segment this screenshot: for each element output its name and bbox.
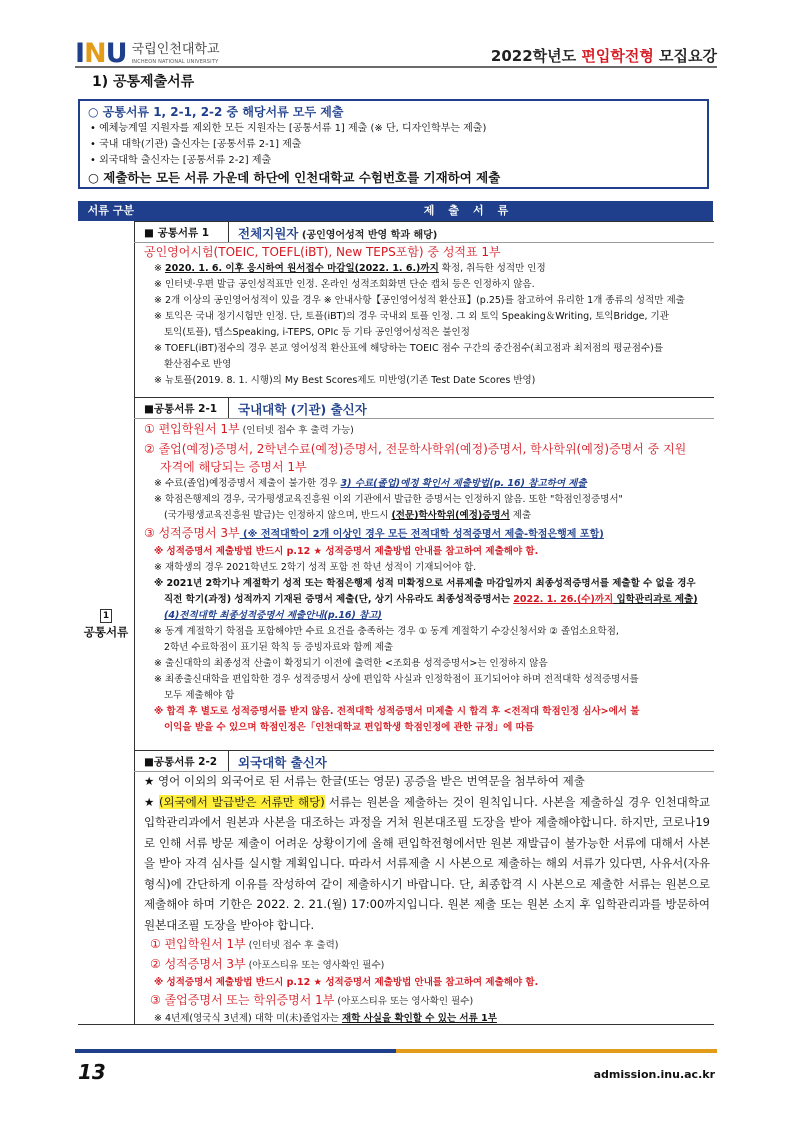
note-item: ※ 토익은 국내 정기시험만 인정. 단, 토플(iBT)의 경우 국내외 토플 인정. 그 외 토익 Speaking＆Writing, 토익Bridge, 기관: [154, 311, 669, 322]
note-item: ※ 출신대학의 최종성적 산출이 확정되기 이전에 출력한 <조회용 성적증명서>는 인정하지 않음: [154, 658, 548, 669]
doc-item: ① 편입학원서 1부 (인터넷 접수 후 출력 가능): [144, 422, 354, 436]
note-item: ※ 뉴토플(2019. 8. 1. 시행)의 My Best Scores제도 미반영(기존 Test Date Scores 반영): [154, 375, 536, 386]
header-divider: [75, 66, 717, 68]
doc-item-continuation: 자격에 해당되는 증명서 1부: [160, 460, 307, 474]
doc-item: ② 졸업(예정)증명서, 2학년수료(예정)증명서, 전문학사학위(예정)증명서, 학사학위(예정)증명서 중 지원: [144, 442, 687, 456]
common-2-2-content: [144, 771, 710, 1027]
sub-tag: ■공통서류 2-2: [144, 756, 218, 768]
note-item: ※ TOEFL(iBT)점수의 경우 본교 영어성적 환산표에 해당하는 TOEIC 점수 구간의 중간점수(최고점과 최저점의 평균점수)를: [154, 343, 664, 354]
star-note: ★ 영어 이외의 외국어로 된 서류는 한글(또는 영문) 공증을 받은 번역문을 첨부하여 제출: [144, 774, 585, 788]
page-number: 13: [78, 1060, 106, 1084]
common-2-1-content: [144, 420, 710, 736]
sub-tag: ■ 공통서류 1: [144, 227, 210, 239]
sub-tag: ■공통서류 2-1: [144, 403, 218, 415]
item-heading: 공인영어시험(TOEIC, TOEFL(iBT), New TEPS포함) 중 성적표 1부: [144, 245, 501, 259]
subheader-common-2-2: [134, 750, 714, 772]
footer-url[interactable]: admission.inu.ac.kr: [593, 1068, 715, 1081]
footer-bar: [75, 1049, 717, 1053]
note-item: ※ 학점은행제의 경우, 국가평생교육진흥원 이외 기관에서 발급한 증명서는 인정하지 않음. 또한 "학점인정증명서": [154, 494, 623, 505]
doc-item: ① 편입학원서 1부 (인터넷 접수 후 출력): [150, 937, 339, 951]
note-item: ※ 동계 계절학기 학점을 포함해야만 수료 요건을 충족하는 경우 ① 동계 계절학기 수강신청서와 ② 졸업소요학점,: [154, 626, 619, 637]
originals-paragraph: ★ (외국에서 발급받은 서류만 해당) 서류는 원본을 제출하는 것이 원칙입니다. 사본을 제출하실 경우 인천대학교 입학관리과에서 원본과 사본을 대조하는 과정을 거쳐 원본대조필 도장을 받아 제출해야합니다. 하지만, 코로나19로 인해 서류 방문 제출이 어려운 상황이기에 올해 편입학전형에서만 원본 재발급이 불가능한 서류에 대해서 사본을 받아 자격 심사를 실시할 계획입니다. 따라서 서류제출 시 사본으로 제출하는 해외 서류가 있다면, 사유서(자유형식)에 간단하게 이유를 작성하여 같이 제출하시기 바랍니다. 단, 최종합격 시 사본으로 제출한 서류는 원본으로 제출해야 하며 기한은 2022. 2. 21.(월) 17:00까지입니다. 원본 제출 또는 원본 소지 후 입학관리과를 방문하여 원본대조필 도장을 받아야 합니다.: [144, 794, 711, 932]
subheader-common-1: [134, 221, 714, 243]
note-item: ※ 인터넷·우편 발급 공인성적표만 인정. 온라인 성적조회화면 단순 캡처 등은 인정하지 않음.: [154, 279, 535, 290]
row-name: 공통서류: [83, 625, 129, 639]
section-title: 1) 공통제출서류: [92, 74, 195, 90]
row-number: 1: [100, 609, 112, 623]
red-note: ※ 성적증명서 제출방법 반드시 p.12 ★ 성적증명서 제출방법 안내를 참고하여 제출해야 함.: [154, 977, 539, 988]
table-bottom-border: [78, 1024, 714, 1025]
note-item: ※ 4년제(영국식 3년제) 대학 미(未)졸업자는 재학 사실을 확인할 수 있는 서류 1부: [154, 1013, 497, 1024]
logo-english-name: INCHEON NATIONAL UNIVERSITY: [131, 59, 219, 65]
doc-item: ② 성적증명서 3부 (아포스티유 또는 영사확인 필수): [150, 957, 385, 971]
note-continuation: 2학년 수료학점이 표기된 학칙 등 증빙자료와 함께 제출: [164, 642, 394, 653]
subheader-common-2-1: [134, 397, 714, 419]
red-note: ※ 성적증명서 제출방법 반드시 p.12 ★ 성적증명서 제출방법 안내를 참고하여 제출해야 함.: [154, 546, 539, 557]
table-header: [78, 201, 713, 221]
note-continuation: (국가평생교육진흥원 발급)는 인정하지 않으며, 반드시 (전문)학사학위(예정)증명서 제출: [164, 510, 532, 521]
note-continuation: 토익(토플), 텝스Speaking, i-TEPS, OPIc 등 기타 공인영어성적은 불인정: [164, 327, 470, 338]
red-note: ※ 합격 후 별도로 성적증명서를 받지 않음. 전적대학 성적증명서 미제출 시 합격 후 <전적대 학점인정 심사>에서 불: [154, 706, 640, 717]
note-item: ※ 재학생의 경우 2021학년도 2학기 성적 포함 전 학년 성적이 기재되어야 함.: [154, 562, 477, 573]
doc-item: ③ 성적증명서 3부 (※ 전적대학이 2개 이상인 경우 모든 전적대학 성적증명서 제출-학점은행제 포함): [144, 526, 604, 540]
note-item: ※ 최종출신대학을 편입학한 경우 성적증명서 상에 편입학 사실과 인정학점이 표기되어야 하며 전적대학 성적증명서를: [154, 674, 639, 685]
note-continuation: 직전 학기(과정) 성적까지 기재된 증명서 제출(단, 상기 사유라도 최종성적증명서는 2022. 1. 26.(수)까지 입학관리과로 제출): [164, 594, 698, 605]
row-label-column: [78, 221, 135, 1025]
note-item: ※ 수료(졸업)예정증명서 제출이 불가한 경우 3) 수료(졸업)예정 확인서 제출방법(p. 16) 참고하여 제출: [154, 478, 587, 489]
header-doc-category: 서류 구분: [87, 204, 134, 217]
note-item: ※ 2개 이상의 공인영어성적이 있을 경우 ※ 안내사항【공인영어성적 환산표】(p.25)를 참고하여 유리한 1개 종류의 성적만 제출: [154, 295, 685, 306]
university-logo: [75, 38, 220, 68]
header-submit-docs: 제출서류: [423, 204, 523, 217]
note-continuation: (4)전적대학 최종성적증명서 제출안내(p.16) 참고): [164, 610, 382, 621]
sub-name: 외국대학 출신자: [238, 755, 327, 770]
notice-bullet: • 예체능계열 지원자를 제외한 모든 지원자는 [공통서류 1] 제출 (※ 단, 디자인학부는 제출): [90, 123, 487, 134]
sub-name: 전체지원자 (공인영어성적 반영 학과 해당): [238, 226, 438, 241]
row-label: [78, 605, 134, 641]
doc-item: ③ 졸업증명서 또는 학위증명서 1부 (아포스티유 또는 영사확인 필수): [150, 993, 474, 1007]
note-continuation: 환산점수로 반영: [164, 359, 232, 370]
note-continuation: 모두 제출해야 함: [164, 690, 235, 701]
note-item: ※ 2020. 1. 6. 이후 응시하여 원서접수 마감일(2022. 1. 6.)까지 확정, 취득한 성적만 인정: [154, 263, 546, 274]
document-title: 2022학년도 편입학전형 모집요강: [490, 47, 717, 65]
note-item: ※ 2021년 2학기나 계절학기 성적 또는 학점은행제 성적 미확정으로 서류제출 마감일까지 최종성적증명서를 제출할 수 없을 경우: [154, 578, 696, 589]
notice-bullet: • 국내 대학(기관) 출신자는 [공통서류 2-1] 제출: [90, 139, 302, 150]
sub-name: 국내대학 (기관) 출신자: [238, 402, 367, 417]
red-note-continuation: 이익을 받을 수 있으며 학점인정은「인천대학교 편입학생 학점인정에 관한 규정」에 따름: [164, 722, 534, 733]
notice-line-2: ○ 제출하는 모든 서류 가운데 하단에 인천대학교 수험번호를 기재하여 제출: [88, 170, 501, 185]
logo-mark: INU: [75, 38, 127, 69]
notice-line-1: ○ 공통서류 1, 2-1, 2-2 중 해당서류 모두 제출: [88, 105, 344, 119]
common-1-content: [144, 244, 710, 389]
logo-korean-name: 국립인천대학교: [131, 42, 220, 57]
notice-bullet: • 외국대학 출신자는 [공통서류 2-2] 제출: [90, 155, 272, 166]
notice-box: [78, 99, 709, 189]
